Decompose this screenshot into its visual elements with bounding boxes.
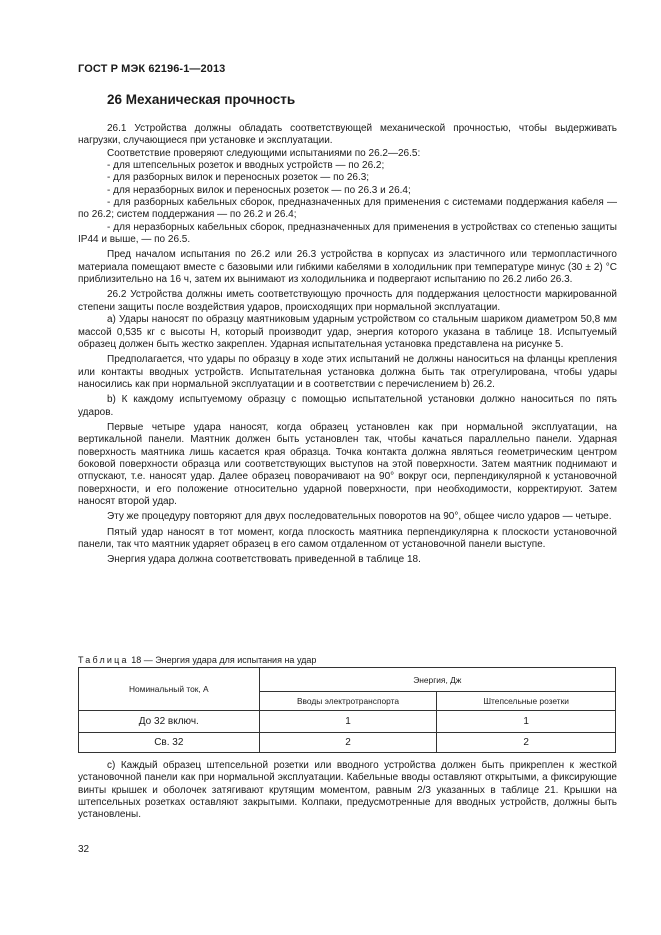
paragraph: b) К каждому испытуемому образцу с помощью испытательной установки должно наноситься по пять ударов. xyxy=(78,394,617,418)
cell-inlet: 2 xyxy=(259,733,437,753)
table-caption-text: 18 — Энергия удара для испытания на удар xyxy=(128,655,317,665)
section-title: 26 Механическая прочность xyxy=(107,92,296,107)
page-number: 32 xyxy=(78,844,90,855)
column-header-current: Номинальный ток, А xyxy=(79,668,260,711)
paragraph: Пятый удар наносят в тот момент, когда плоскость маятника перпендикулярна к плоскости установочной панели, так что маятник ударяет образец в его самом отдаленном от установочной панели выступе. xyxy=(78,526,617,550)
list-item: - для разборных вилок и переносных розеток — по 26.3; xyxy=(107,172,370,184)
cell-socket: 2 xyxy=(437,733,616,753)
cell-current: Св. 32 xyxy=(79,733,260,753)
column-header-energy: Энергия, Дж xyxy=(259,668,615,692)
list-item: - для неразборных кабельных сборок, предназначенных для применения в устройствах со степенью защиты IP44 и выше, — по 26.5. xyxy=(78,221,617,246)
table-caption xyxy=(78,655,316,665)
list-item: - для разборных кабельных сборок, предназначенных для применения с системами поддержания кабеля — по 26.2; систем поддержания — по 26.2 и 26.4; xyxy=(78,197,617,221)
paragraph: Предполагается, что удары по образцу в ходе этих испытаний не должны наноситься на фланцы крепления или контакты вводных устройств. Испытательная установка должна быть так отрегулирована, чтобы удары наносились как при нормальной эксплуатации и в соответствии с перечислением b) 26.2. xyxy=(78,354,617,390)
paragraph: 26.2 Устройства должны иметь соответствующую прочность для поддержания целостности маркированной степени защиты после воздействия ударов, происходящих при нормальной эксплуатации. xyxy=(78,289,617,313)
paragraph: Энергия удара должна соответствовать приведенной в таблице 18. xyxy=(107,554,421,566)
paragraph: Пред началом испытания по 26.2 или 26.3 устройства в корпусах из эластичного или термопластичного материала помещают вместе с базовыми или гибкими кабелями в холодильник при температуре минус (30 ± 2) °С приблизительно на 16 ч, затем их вынимают из холодильника и подвергают испытанию по 26.2 либо 26.3. xyxy=(78,249,617,286)
paragraph: Первые четыре удара наносят, когда образец установлен как при нормальной эксплуатации, на вертикальной панели. Маятник должен быть установлен так, чтобы качаться параллельно панели. Ударная поверхность маятника лишь касается края образца. Точка контакта должна являться геометрическим центром боковой поверхности образца или соответствующих выступов на этой поверхности. Затем маятник поднимают и отпускают, т.е. наносят удар. Далее образец поворачивают на 90° вокруг оси, перпендикулярной к установочной поверхности, и его положение относительно ударной поверхности, при необходимости, корректируют. Затем наносят второй удар. xyxy=(78,421,617,507)
paragraph: Эту же процедуру повторяют для двух последовательных поворотов на 90°, общее число ударов — четыре. xyxy=(107,511,612,523)
paragraph: Соответствие проверяют следующими испытаниями по 26.2—26.5: xyxy=(107,147,421,159)
cell-current: До 32 включ. xyxy=(79,711,260,733)
list-item: - для неразборных вилок и переносных розеток — по 26.3 и 26.4; xyxy=(107,184,411,196)
post-table-text xyxy=(78,760,617,822)
cell-inlet: 1 xyxy=(259,711,437,733)
standard-code: ГОСТ Р МЭК 62196-1—2013 xyxy=(78,63,226,75)
column-header-socket: Штепсельные розетки xyxy=(437,692,616,711)
table-row xyxy=(79,733,616,753)
table-caption-word: Таблица xyxy=(78,655,129,665)
table-row xyxy=(79,711,616,733)
list-item: - для штепсельных розеток и вводных устройств — по 26.2; xyxy=(107,160,385,172)
paragraph: 26.1 Устройства должны обладать соответствующей механической прочностью, чтобы выдерживать нагрузки, случающиеся при установке и эксплуатации. xyxy=(78,123,617,147)
energy-table xyxy=(78,667,616,753)
paragraph: а) Удары наносят по образцу маятниковым ударным устройством со стальным шариком диаметром 50,8 мм массой 0,535 кг с высоты H, который производит удар, энергия которого указана в таблице 18. Испытуемый образец должен быть жестко закреплен. Ударная испытательная установка представлена на рисунке 5. xyxy=(78,314,617,350)
paragraph: с) Каждый образец штепсельной розетки или вводного устройства должен быть прикреплен к жесткой установочной панели как при нормальной эксплуатации. Кабельные вводы оставляют открытыми, а фиксирующие винты крышек и оболочек затягивают крутящим моментом, равным 2/3 указанных в таблице 21. Крышки на штепсельных розетках оставляют закрытыми. Колпаки, предусмотренные для вводных устройств, должны быть установлены. xyxy=(78,760,617,821)
section-body xyxy=(78,123,617,567)
column-header-inlet: Вводы электротранспорта xyxy=(259,692,437,711)
cell-socket: 1 xyxy=(437,711,616,733)
